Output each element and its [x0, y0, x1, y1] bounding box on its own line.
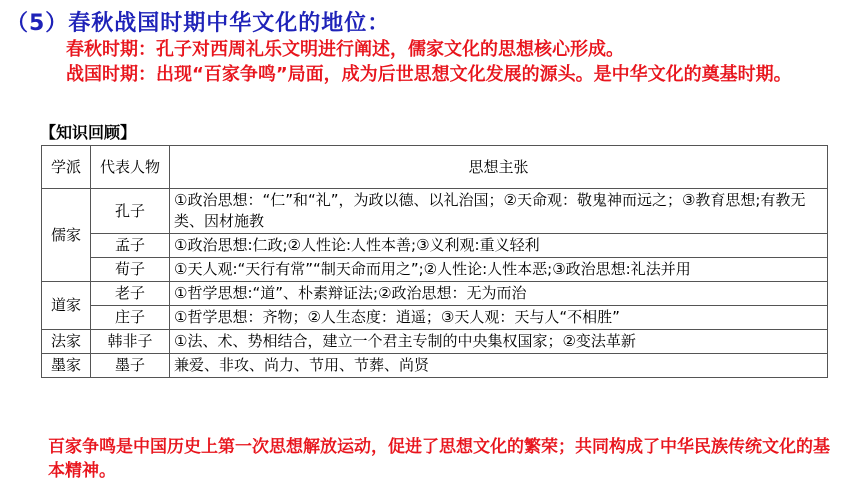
table-row — [42, 330, 828, 354]
figure-cell: 荀子 — [91, 258, 170, 282]
table-row — [42, 354, 828, 378]
table-row — [42, 282, 828, 306]
table-row — [42, 306, 828, 330]
ideas-cell: ①政治思想：“仁”和“礼”，为政以德、以礼治国；②天命观：敬鬼神而远之；③教育思想;有教无类、因材施教 — [170, 189, 828, 234]
table-row — [42, 189, 828, 234]
figure-cell: 韩非子 — [91, 330, 170, 354]
figure-cell: 老子 — [91, 282, 170, 306]
section-title: （5）春秋战国时期中华文化的地位： — [6, 11, 391, 36]
school-legalist: 法家 — [42, 330, 91, 354]
ideas-cell: ①政治思想:仁政;②人性论:人性本善;③义利观:重义轻利 — [170, 234, 828, 258]
ideas-cell: ①哲学思想:“道”、朴素辩证法;②政治思想：无为而治 — [170, 282, 828, 306]
spring-autumn-statement: 春秋时期：孔子对西周礼乐文明进行阐述，儒家文化的思想核心形成。 — [66, 39, 624, 60]
figure-cell: 墨子 — [91, 354, 170, 378]
warring-states-statement: 战国时期：出现“百家争鸣”局面，成为后世思想文化发展的源头。是中华文化的奠基时期。 — [66, 64, 792, 85]
conclusion-text: 百家争鸣是中国历史上第一次思想解放运动，促进了思想文化的繁荣；共同构成了中华民族传统文化的基本精神。 — [48, 437, 830, 481]
figure-cell: 孔子 — [91, 189, 170, 234]
ideas-cell: ①法、术、势相结合，建立一个君主专制的中央集权国家；②变法革新 — [170, 330, 828, 354]
school-taoist: 道家 — [42, 282, 91, 330]
table-row — [42, 258, 828, 282]
review-heading: 【知识回顾】 — [40, 123, 137, 142]
header-school: 学派 — [42, 146, 91, 189]
ideas-cell: 兼爱、非攻、尚力、节用、节葬、尚贤 — [170, 354, 828, 378]
table-row — [42, 234, 828, 258]
header-ideas: 思想主张 — [170, 146, 828, 189]
ideas-cell: ①天人观:“天行有常”“制天命而用之”;②人性论:人性本恶;③政治思想:礼法并用 — [170, 258, 828, 282]
table-header-row — [42, 146, 828, 189]
ideas-cell: ①哲学思想：齐物；②人生态度：逍遥；③天人观：天与人“不相胜” — [170, 306, 828, 330]
figure-cell: 庄子 — [91, 306, 170, 330]
school-confucian: 儒家 — [42, 189, 91, 282]
figure-cell: 孟子 — [91, 234, 170, 258]
schools-table — [41, 145, 828, 378]
header-figure: 代表人物 — [91, 146, 170, 189]
school-mohist: 墨家 — [42, 354, 91, 378]
